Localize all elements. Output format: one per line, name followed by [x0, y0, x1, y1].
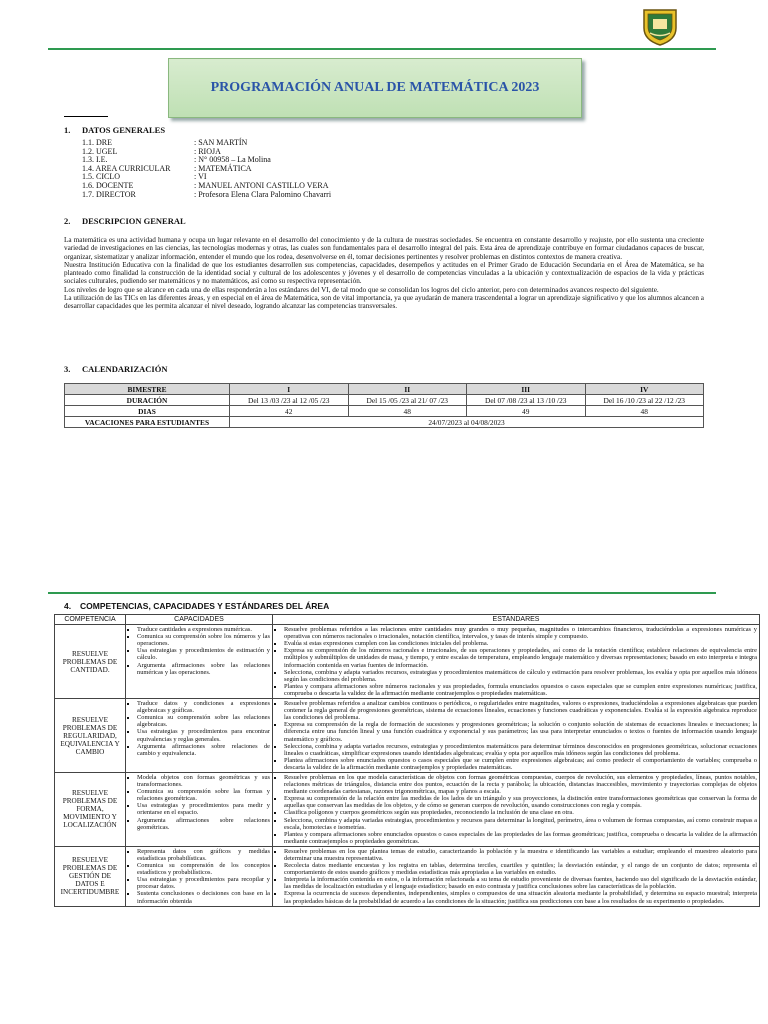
standard-item: ▪ Resuelve problemas en los que plantea temas de estudio, caracterizando la población y la muestra e identificando las variables a estudiar; empleando el muestreo aleatorio para determinar una muestra representativa. — [284, 848, 757, 862]
general-data-key: 1.1. DRE — [82, 138, 112, 147]
calendar-cell: Del 15 /05 /23 al 21/ 07 /23 — [348, 395, 467, 406]
general-data-value: : VI — [194, 172, 207, 182]
standards-cell — [273, 625, 760, 699]
capacity-item: ▪ Usa estrategias y procedimientos de estimación y cálculo. — [137, 647, 270, 661]
standards-cell — [273, 846, 760, 906]
calendar-header-cell: I — [230, 384, 349, 395]
calendar-cell: Del 16 /10 /23 al 22 /12 /23 — [585, 395, 704, 406]
standard-item: ▪ Selecciona, combina y adapta variados recursos, estrategias y procedimientos matemáticos para determinar términos desconocidos en progresiones geométricas, solucionar ecuaciones lineales o cuadráticas, simplificar expresiones usando identidades algebraicas; evalúa y opta por aquellos más idóneos según las condiciones del problema. — [284, 743, 757, 757]
standard-item: ▪ Resuelve problemas en los que modela características de objetos con formas geométricas compuestas, cuerpos de revolución, sus elementos y propiedades, líneas, puntos notables, relaciones métricas de triángulos, distancia entre dos puntos, ecuación de la recta y parábola; la ubicación, distancias inaccesibles, movimiento y trayectorias complejas de objetos mediante coordenadas cartesianas, razones trigonométricas, mapas y planos a escala. — [284, 774, 757, 795]
calendar-cell: 48 — [348, 406, 467, 417]
standard-item: ▪ Clasifica polígonos y cuerpos geométricos según sus propiedades, reconociendo la inclusión de una clase en otra. — [284, 809, 757, 816]
document-title: PROGRAMACIÓN ANUAL DE MATEMÁTICA 2023 — [210, 80, 540, 95]
section-title: DATOS GENERALES — [82, 125, 166, 135]
capacity-item: ▪ Usa estrategias y procedimientos para medir y orientarse en el espacio. — [137, 802, 270, 816]
section-number: 2. — [64, 216, 71, 226]
standards-cell — [273, 772, 760, 846]
section-3-heading — [64, 364, 167, 374]
competency-row — [55, 699, 760, 773]
calendar-header-cell: BIMESTRE — [65, 384, 230, 395]
general-data-key: 1.3. I.E. — [82, 155, 108, 165]
calendar-row-label: DURACIÓN — [65, 395, 230, 406]
standard-item: ▪ Expresa la ocurrencia de sucesos dependientes, independientes, simples o compuestos de una situación aleatoria mediante la probabilidad, y determina su espacio muestral; interpreta las propiedades básicas de la probabilidad de acuerdo a las condiciones de la situación; justifica sus predicciones con base a los resultados de su experimento o propiedades. — [284, 890, 757, 904]
paragraph: Nuestra Institución Educativa con la finalidad de que los estudiantes desarrollen sus competencias, capacidades, desempeños y actitudes en el Primer Grado de Educación Secundaria en el Área de Matemática, se ha planteado como finalidad la construcción de la identidad social y cultural de los adolescentes y jóvenes y el desarrollo de competencias vinculadas a la ubicación y contextualización de espacios de la vida y prácticas sociales culturales, pudiendo ser matemáticos y no matemáticos, así como su respectiva representación. — [64, 260, 704, 286]
calendar-cell: Del 07 /08 /23 al 13 /10 /23 — [467, 395, 586, 406]
general-data-value: : RIOJA — [194, 146, 221, 156]
capacity-item: ▪ Argumenta afirmaciones sobre relaciones geométricas. — [137, 817, 270, 831]
section-rule — [48, 592, 716, 594]
calendar-cell: Del 13 /03 /23 al 12 /05 /23 — [230, 395, 349, 406]
section-4-heading — [64, 601, 329, 611]
competencies-header-cell: COMPETENCIA — [55, 615, 126, 625]
section-1-heading — [64, 125, 165, 135]
competency-name: RESUELVE PROBLEMAS DE CANTIDAD. — [55, 625, 126, 699]
calendar-header-cell: III — [467, 384, 586, 395]
capacities-cell — [126, 846, 273, 906]
capacity-item: ▪ Comunica su comprensión sobre las formas y relaciones geométricas. — [137, 788, 270, 802]
calendar-header-cell: IV — [585, 384, 704, 395]
paragraph: Los niveles de logro que se alcance en cada una de ellas responderán a los estándares del VI, de tal modo que se consolidan los logros del ciclo anterior, pero con determinados avances respecto del siguiente. — [64, 285, 659, 294]
standard-item: ▪ Expresa su comprensión de los números racionales e irracionales, de sus operaciones y propiedades, así como de la notación científica; establece relaciones de equivalencia entre múltiplos y submúltiplos de unidades de masa, y tiempo, y entre escalas de temperatura, empleando lenguaje matemático y diversas representaciones; basado en esto interpreta e integra información contenida en varias fuentes de información. — [284, 647, 757, 668]
standard-item: ▪ Interpreta la información contenida en estos, o la información relacionada a su tema de estudio proveniente de diversas fuentes, haciendo uso del significado de la desviación estándar, las medidas de localización estudiadas y el lenguaje estadístico; basado en esto contrasta y justifica conclusiones sobre las características de la población. — [284, 876, 757, 890]
standards-cell — [273, 699, 760, 773]
capacity-item: ▪ Usa estrategias y procedimientos para encontrar equivalencias y reglas generales. — [137, 728, 270, 742]
general-data-list — [82, 139, 331, 199]
standard-item: ▪ Recolecta datos mediante encuestas y los registra en tablas, determina terciles, cuartiles y quintiles; la desviación estándar, y el rango de un conjunto de datos; representa el comportamiento de estos usando gráficos y medidas estadísticas más apropiadas a las variables en estudio. — [284, 862, 757, 876]
general-data-key: 1.2. UGEL — [82, 146, 118, 156]
general-data-value: : MANUEL ANTONI CASTILLO VERA — [194, 180, 329, 190]
calendar-cell: 49 — [467, 406, 586, 417]
competencies-table — [54, 614, 760, 907]
calendar-cell: 42 — [230, 406, 349, 417]
section-title: DESCRIPCION GENERAL — [82, 216, 186, 226]
capacity-item: ▪ Argumenta afirmaciones sobre las relaciones numéricas y las operaciones. — [137, 662, 270, 676]
standard-item: ▪ Expresa su comprensión de la relación entre las medidas de los lados de un triángulo y sus proyecciones, la distinción entre transformaciones geométricas que conservan la forma de aquellas que conservan las medidas de los objetos, y de cómo se generan cuerpos de revolución, usando construcciones con regla y compás. — [284, 795, 757, 809]
section-2-heading — [64, 216, 186, 226]
paragraph: La matemática es una actividad humana y ocupa un lugar relevante en el desarrollo del conocimiento y de la cultura de nuestras sociedades. Se encuentra en constante desarrollo y reajuste, por ello sustenta una creciente variedad de investigaciones en las ciencias, las tecnologías modernas y otras, las cuales son fundamentales para el desarrollo integral del país. Esta área de aprendizaje contribuye en formar ciudadanos capaces de buscar, organizar, sistematizar y analizar información, entender el mundo que los rodea, desenvolverse en él, tomar decisiones pertinentes y resolver problemas en distintos contextos de manera creativa. — [64, 236, 704, 261]
section-number: 4. — [64, 601, 72, 611]
calendar-cell: 48 — [585, 406, 704, 417]
general-data-value: : SAN MARTÍN — [194, 138, 248, 147]
general-data-key: 1.4. AREA CURRICULAR — [82, 163, 171, 173]
capacities-cell — [126, 625, 273, 699]
capacity-item: ▪ Comunica su comprensión sobre los números y las operaciones. — [137, 633, 270, 647]
calendar-table — [64, 383, 704, 428]
calendar-cell: 24/07/2023 al 04/08/2023 — [230, 417, 704, 428]
standard-item: ▪ Resuelve problemas referidos a analizar cambios continuos o periódicos, o regularidades entre magnitudes, valores o expresiones, traduciéndolas a expresiones algebraicas que pueden contener la regla general de progresiones geométricas, sistema de ecuaciones lineales, ecuaciones y funciones cuadráticas y exponenciales. Evalúa si la expresión algebraica reproduce las condiciones del problema. — [284, 700, 757, 721]
competency-row — [55, 846, 760, 906]
capacity-item: ▪ Usa estrategias y procedimientos para recopilar y procesar datos. — [137, 876, 270, 890]
title-underline — [64, 116, 108, 117]
general-data-value: : N° 00958 – La Molina — [194, 155, 271, 165]
capacity-item: ▪ Modela objetos con formas geométricas y sus transformaciones. — [137, 774, 270, 788]
capacity-item: ▪ Traduce datos y condiciones a expresiones algebraicas y gráficas. — [137, 700, 270, 714]
standard-item: ▪ Plantea y compara afirmaciones sobre números racionales y sus propiedades, formula enunciados opuestos o casos especiales que se cumplen entre expresiones numéricas; justifica, comprueba o descarta la validez de la afirmación mediante contraejemplos o propiedades matemáticas. — [284, 683, 757, 697]
standard-item: ▪ Selecciona, combina y adapta variadas estrategias, procedimientos y recursos para determinar la longitud, perímetro, área o volumen de formas compuestas, así como construir mapas a escala, homotecias e isometrías. — [284, 817, 757, 831]
competency-name: RESUELVE PROBLEMAS DE REGULARIDAD, EQUIVALENCIA Y CAMBIO — [55, 699, 126, 773]
competencies-header-cell: CAPACIDADES — [126, 615, 273, 625]
capacity-item: ▪ Traduce cantidades a expresiones numéricas. — [137, 626, 270, 633]
section-number: 3. — [64, 364, 71, 374]
competency-name: RESUELVE PROBLEMAS DE FORMA, MOVIMIENTO Y LOCALIZACIÓN — [55, 772, 126, 846]
school-crest-icon — [642, 6, 678, 46]
capacity-item: ▪ Argumenta afirmaciones sobre relaciones de cambio y equivalencia. — [137, 743, 270, 757]
capacity-item: ▪ Comunica su comprensión de los conceptos estadísticos y probabilísticos. — [137, 862, 270, 876]
competency-name: RESUELVE PROBLEMAS DE GESTIÓN DE DATOS E INCERTIDUMBRE — [55, 846, 126, 906]
header-rule — [48, 48, 716, 50]
competencies-header-cell: ESTANDARES — [273, 615, 760, 625]
standard-item: ▪ Plantea afirmaciones sobre enunciados opuestos o casos especiales que se cumplen entre expresiones algebraicas; así como predecir el comportamiento de variables; comprueba o descarta la validez de la afirmación mediante contraejemplos y propiedades matemáticas. — [284, 757, 757, 771]
capacity-item: ▪ Representa datos con gráficos y medidas estadísticas probabilísticas. — [137, 848, 270, 862]
general-data-value: : MATEMÁTICA — [194, 163, 252, 173]
paragraph: La utilización de las TICs en las diferentes áreas, y en especial en el área de Matemática, son de vital importancia, ya que ayudarán de manera trascendental a lograr un aprendizaje significativo y que los alumnos alcancen a desarrollar capacidades que les permita alcanzar el nivel deseado, logrando alcanzar las competencias transversales. — [64, 294, 704, 311]
document-title-box — [168, 58, 582, 118]
capacities-cell — [126, 699, 273, 773]
standard-item: ▪ Expresa su comprensión de la regla de formación de sucesiones y progresiones geométricas; la solución o conjunto solución de sistemas de ecuaciones lineales e inecuaciones; la diferencia entre una función lineal y una función cuadrática y exponencial y sus parámetros; las usa para interpretar enunciados o textos o fuentes de información usando lenguaje matemático y gráficos. — [284, 721, 757, 742]
standard-item: ▪ Plantea y compara afirmaciones sobre enunciados opuestos o casos especiales de las propiedades de las formas geométricas; justifica, comprueba o descarta la validez de la afirmación mediante contraejemplos o propiedades geométricas. — [284, 831, 757, 845]
description-text — [64, 236, 704, 311]
section-title: CALENDARIZACIÓN — [82, 364, 168, 374]
general-data-row — [82, 191, 331, 200]
section-title: COMPETENCIAS, CAPACIDADES Y ESTÁNDARES DEL ÁREA — [80, 601, 330, 611]
capacities-cell — [126, 772, 273, 846]
section-number: 1. — [64, 125, 71, 135]
calendar-row-label: VACACIONES PARA ESTUDIANTES — [65, 417, 230, 428]
general-data-key: 1.5. CICLO — [82, 172, 120, 182]
standard-item: ▪ Selecciona, combina y adapta variados recursos, estrategias y procedimientos matemáticos de cálculo y estimación para resolver problemas, los evalúa y opta por aquellos más idóneos según las condiciones del problema. — [284, 669, 757, 683]
general-data-key: 1.7. DIRECTOR — [82, 189, 136, 199]
competency-row — [55, 772, 760, 846]
general-data-key: 1.6. DOCENTE — [82, 180, 134, 190]
calendar-header-cell: II — [348, 384, 467, 395]
standard-item: ▪ Evalúa si estas expresiones cumplen con las condiciones iniciales del problema. — [284, 640, 757, 647]
competency-row — [55, 625, 760, 699]
calendar-row-label: DIAS — [65, 406, 230, 417]
standard-item: ▪ Resuelve problemas referidos a las relaciones entre cantidades muy grandes o muy pequeñas, magnitudes o intercambios financieros, traduciéndolas a expresiones numéricas y operativas con números racionales o irracionales, notación científica, intervalos, y tasas de interés simple y compuesto. — [284, 626, 757, 640]
capacity-item: ▪ Sustenta conclusiones o decisiones con base en la información obtenida — [137, 890, 270, 904]
capacity-item: ▪ Comunica su comprensión sobre las relaciones algebraicas. — [137, 714, 270, 728]
general-data-value: : Profesora Elena Clara Palomino Chavarri — [194, 189, 332, 199]
